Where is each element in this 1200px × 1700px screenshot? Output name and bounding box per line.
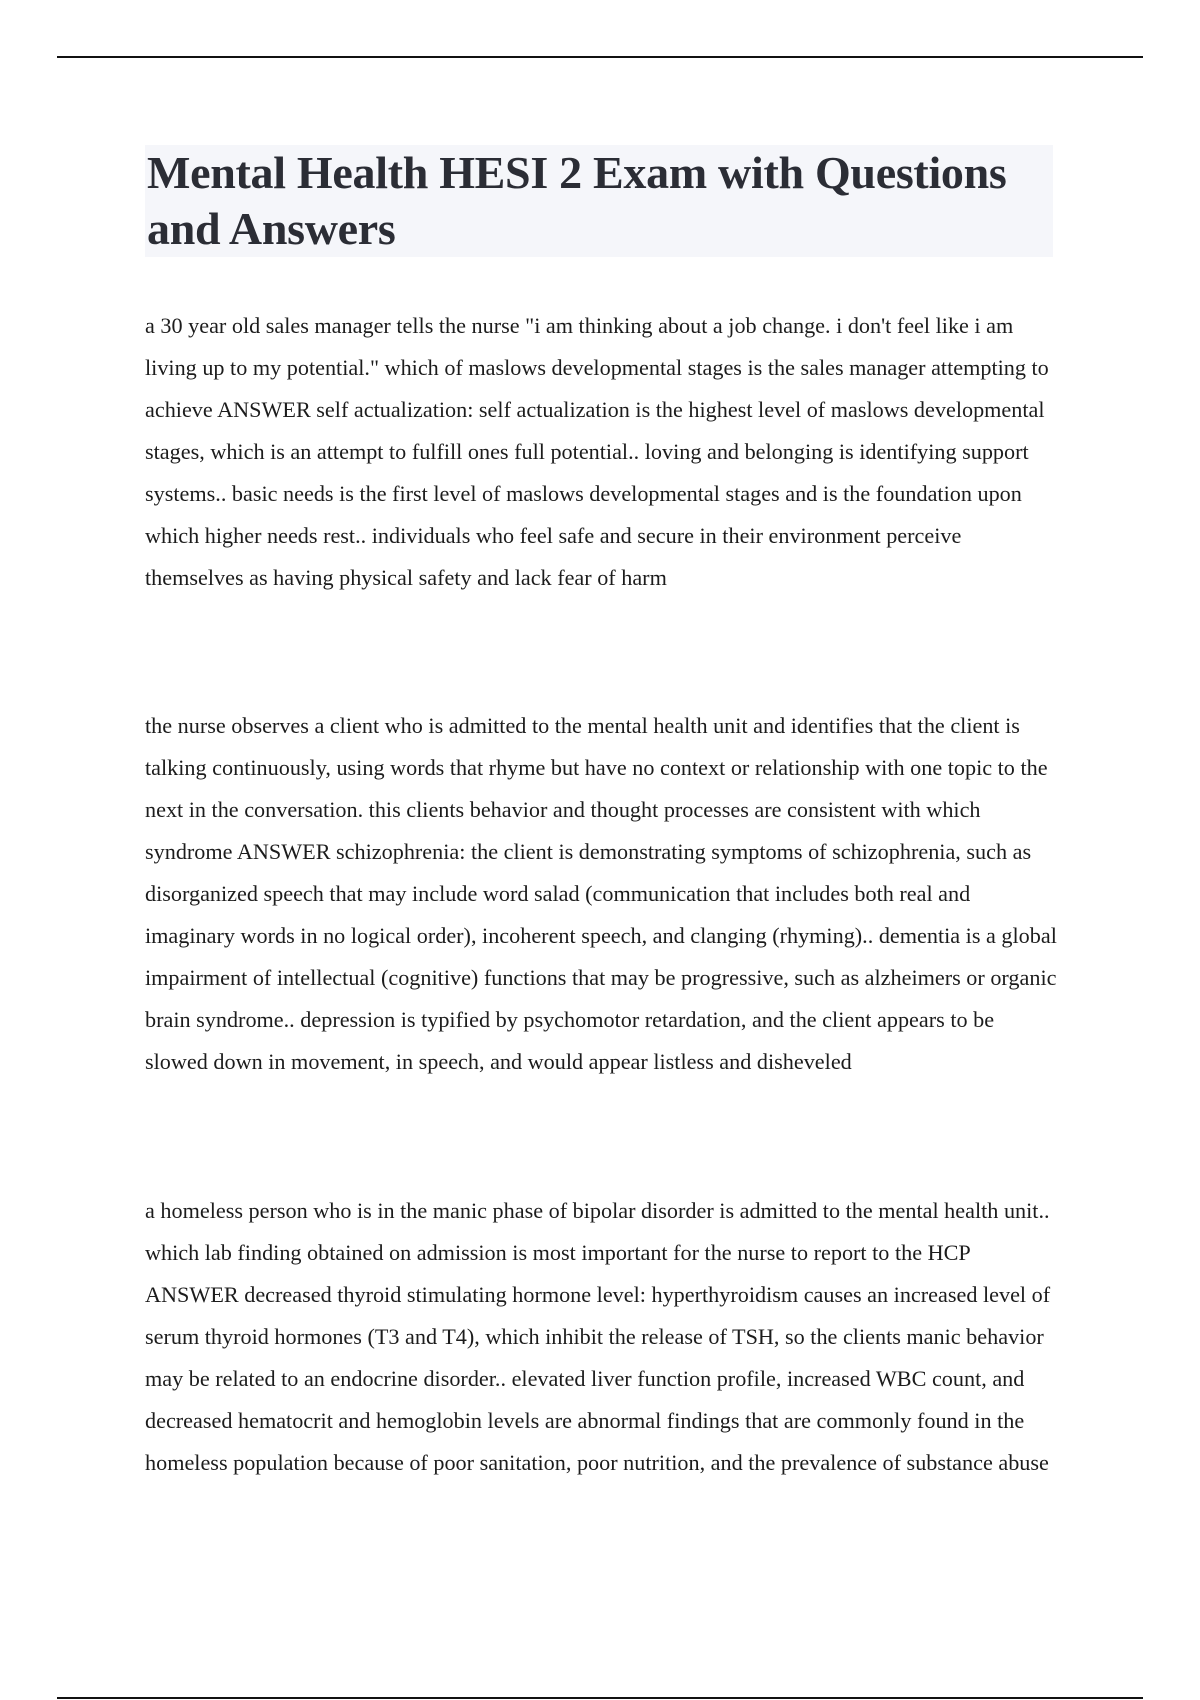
title-banner <box>145 145 1053 257</box>
qa-entry-3: a homeless person who is in the manic phase of bipolar disorder is admitted to the mental health unit.. which lab finding obtained on admission is most important for the nurse to report to the HCP ANSWER decreased thyroid stimulating hormone level: hyperthyroidism causes an increased level of serum thyroid hormones (T3 and T4), which inhibit the release of TSH, so the clients manic behavior may be related to an endocrine disorder.. elevated liver function profile, increased WBC count, and decreased hematocrit and hemoglobin levels are abnormal findings that are commonly found in the homeless population because of poor sanitation, poor nutrition, and the prevalence of substance abuse <box>145 1198 1051 1475</box>
bottom-divider <box>57 1697 1143 1699</box>
qa-entry-1: a 30 year old sales manager tells the nurse "i am thinking about a job change. i don't feel like i am living up to my potential." which of maslows developmental stages is the sales manager attempting to achieve ANSWER self actualization: self actualization is the highest level of maslows developmental stages, which is an attempt to fulfill ones full potential.. loving and belonging is identifying support systems.. basic needs is the first level of maslows developmental stages and is the foundation upon which higher needs rest.. individuals who feel safe and secure in their environment perceive themselves as having physical safety and lack fear of harm <box>145 313 1049 590</box>
qa-entry-2: the nurse observes a client who is admitted to the mental health unit and identifies that the client is talking continuously, using words that rhyme but have no context or relationship with one topic to the next in the conversation. this clients behavior and thought processes are consistent with which syndrome ANSWER schizophrenia: the client is demonstrating symptoms of schizophrenia, such as disorganized speech that may include word salad (communication that includes both real and imaginary words in no logical order), incoherent speech, and clanging (rhyming).. dementia is a global impairment of intellectual (cognitive) functions that may be progressive, such as alzheimers or organic brain syndrome.. depression is typified by psychomotor retardation, and the client appears to be slowed down in movement, in speech, and would appear listless and disheveled <box>145 713 1057 1074</box>
page-title: Mental Health HESI 2 Exam with Questions and Answers <box>147 147 1007 254</box>
top-divider <box>57 56 1143 58</box>
